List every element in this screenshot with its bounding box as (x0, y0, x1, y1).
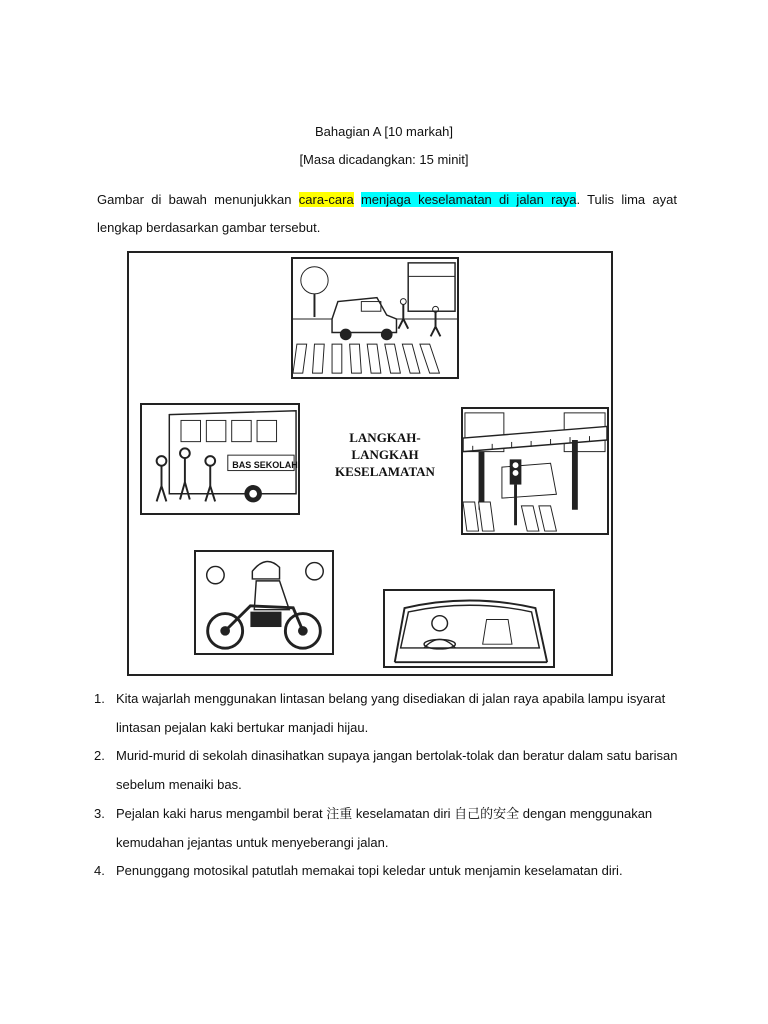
time-note: [Masa dicadangkan: 15 minit] (299, 152, 469, 167)
item-text: Penunggang motosikal patutlah memakai topi keledar untuk menjamin keselamatan diri. (116, 863, 623, 878)
section-heading: Bahagian A [10 markah] (314, 124, 454, 139)
item-number: 1. (94, 691, 105, 706)
item-number: 3. (94, 806, 105, 821)
highlight-cyan: menjaga keselamatan di jalan raya (360, 192, 577, 207)
overhead-bridge-picture (461, 407, 609, 535)
instruction-text-start: Gambar di bawah menunjukkan (97, 192, 299, 207)
motorcyclist-picture (194, 550, 334, 655)
item-number: 4. (94, 863, 105, 878)
zebra-crossing-picture (291, 257, 459, 379)
item-text: Murid-murid di sekolah dinasihatkan supaya jangan bertolak-tolak dan beratur dalam satu barisan sebelum menaiki bas. (116, 748, 678, 792)
item-text: Pejalan kaki harus mengambil berat 注重 keselamatan diri 自己的安全 dengan menggunakan kemudahan jejantas untuk menyeberangi jalan. (116, 806, 653, 850)
safety-figure (127, 251, 613, 676)
bus-sign: BAS SEKOLAH (232, 460, 298, 470)
school-bus-picture (140, 403, 300, 515)
figure-title: LANGKAH- LANGKAH KESELAMATAN (335, 430, 435, 479)
car-driver-picture (383, 589, 555, 668)
item-number: 2. (94, 748, 105, 763)
instruction-text-end: . Tulis lima ayat lengkap berdasarkan gambar tersebut. (97, 192, 677, 235)
highlight-yellow: cara-cara (298, 192, 354, 207)
item-text: Kita wajarlah menggunakan lintasan belang yang disediakan di jalan raya apabila lampu isyarat lintasan pejalan kaki bertukar manjadi hijau. (116, 691, 666, 735)
instruction-paragraph (97, 186, 677, 242)
